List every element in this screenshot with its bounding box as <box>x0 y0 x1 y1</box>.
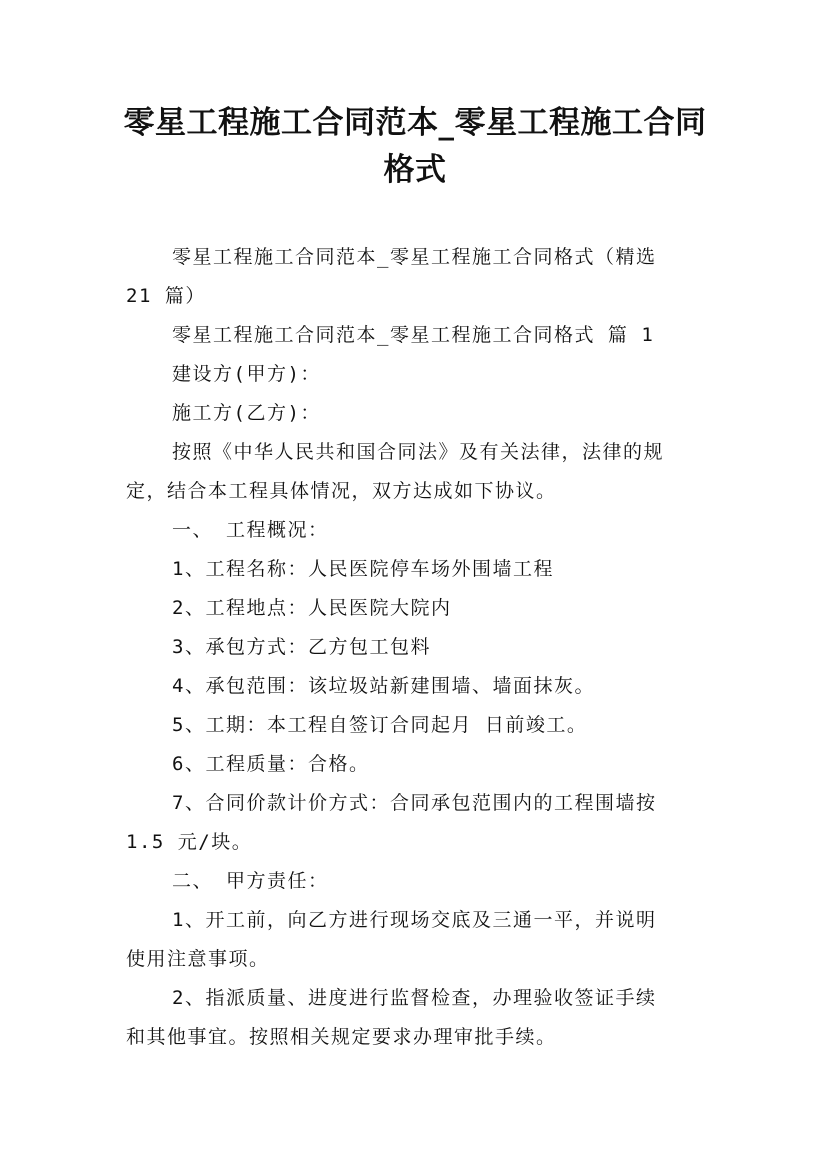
document-title <box>110 100 720 194</box>
paragraph-line: 定，结合本工程具体情况，双方达成如下协议。 <box>126 480 557 502</box>
clause-item: 2、工程地点：人民医院大院内 <box>172 597 452 619</box>
clause-heading: 一、 工程概况： <box>172 519 329 541</box>
clause-item: 2、指派质量、进度进行监督检查，办理验收签证手续 <box>172 987 657 1009</box>
section-heading: 零星工程施工合同范本_零星工程施工合同格式 篇 1 <box>172 324 655 346</box>
clause-item-continuation: 使用注意事项。 <box>126 948 270 970</box>
clause-item: 4、承包范围：该垃圾站新建围墙、墙面抹灰。 <box>172 675 595 697</box>
clause-heading: 二、 甲方责任： <box>172 870 329 892</box>
paragraph-line: 按照《中华人民共和国合同法》及有关法律，法律的规 <box>172 441 665 463</box>
title-line-1: 零星工程施工合同范本_零星工程施工合同 <box>123 105 707 141</box>
document-body <box>126 238 706 1057</box>
clause-item: 5、工期：本工程自签订合同起月 日前竣工。 <box>172 714 588 736</box>
clause-item: 1、开工前，向乙方进行现场交底及三通一平，并说明 <box>172 909 657 931</box>
clause-item: 7、合同价款计价方式：合同承包范围内的工程围墙按 <box>172 792 657 814</box>
clause-item: 6、工程质量：合格。 <box>172 753 370 775</box>
title-line-2: 格式 <box>383 152 447 188</box>
clause-item-continuation: 和其他事宜。按照相关规定要求办理审批手续。 <box>126 1026 557 1048</box>
paragraph-line: 零星工程施工合同范本_零星工程施工合同格式（精选 <box>172 246 657 268</box>
party-a-line: 建设方(甲方)： <box>172 363 321 385</box>
party-b-line: 施工方(乙方)： <box>172 402 321 424</box>
clause-item: 3、承包方式：乙方包工包料 <box>172 636 431 658</box>
clause-item-continuation: 1.5 元/块。 <box>126 831 253 853</box>
clause-item: 1、工程名称：人民医院停车场外围墙工程 <box>172 558 554 580</box>
paragraph-line: 21 篇） <box>126 285 206 307</box>
